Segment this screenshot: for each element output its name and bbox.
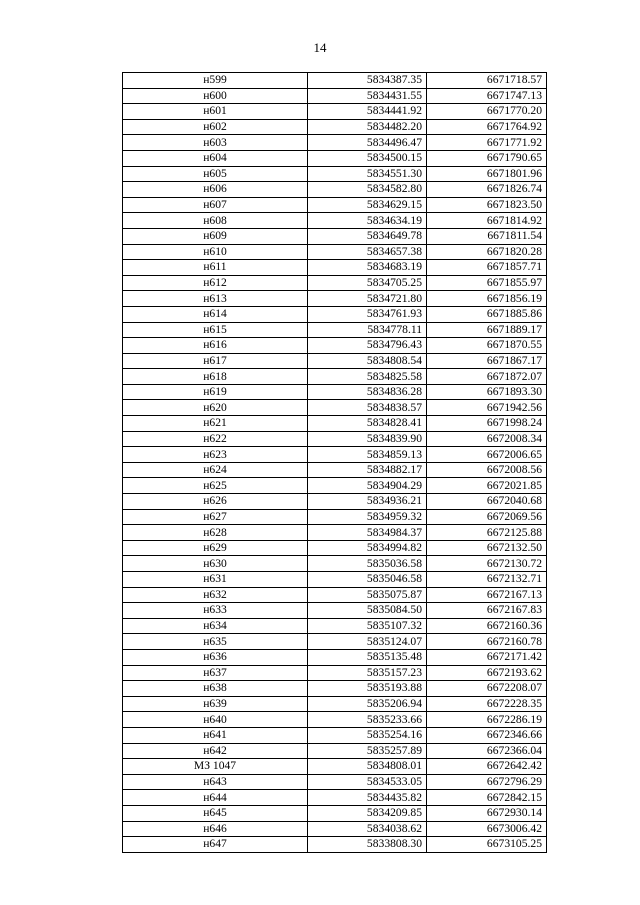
table-row bbox=[123, 462, 547, 478]
x-coordinate-cell: 5835075.87 bbox=[308, 587, 427, 603]
point-name-cell: н630 bbox=[123, 556, 308, 572]
y-coordinate-cell: 6672366.04 bbox=[427, 743, 547, 759]
point-name-cell: н602 bbox=[123, 119, 308, 135]
y-coordinate-cell: 6671811.54 bbox=[427, 228, 547, 244]
table-row bbox=[123, 260, 547, 276]
table-row bbox=[123, 743, 547, 759]
table-row bbox=[123, 135, 547, 151]
table-row bbox=[123, 540, 547, 556]
x-coordinate-cell: 5835135.48 bbox=[308, 649, 427, 665]
point-name-cell: н640 bbox=[123, 712, 308, 728]
y-coordinate-cell: 6671764.92 bbox=[427, 119, 547, 135]
table-row bbox=[123, 353, 547, 369]
x-coordinate-cell: 5834387.35 bbox=[308, 73, 427, 89]
table-row bbox=[123, 416, 547, 432]
point-name-cell: н636 bbox=[123, 649, 308, 665]
table-row bbox=[123, 525, 547, 541]
x-coordinate-cell: 5835084.50 bbox=[308, 603, 427, 619]
point-name-cell: н634 bbox=[123, 618, 308, 634]
x-coordinate-cell: 5834582.80 bbox=[308, 182, 427, 198]
table-row bbox=[123, 244, 547, 260]
table-row bbox=[123, 759, 547, 775]
y-coordinate-cell: 6671718.57 bbox=[427, 73, 547, 89]
x-coordinate-cell: 5834634.19 bbox=[308, 213, 427, 229]
y-coordinate-cell: 6672842.15 bbox=[427, 790, 547, 806]
x-coordinate-cell: 5834657.38 bbox=[308, 244, 427, 260]
point-name-cell: н605 bbox=[123, 166, 308, 182]
table-row bbox=[123, 837, 547, 853]
table-row bbox=[123, 275, 547, 291]
point-name-cell: н600 bbox=[123, 88, 308, 104]
point-name-cell: н643 bbox=[123, 774, 308, 790]
x-coordinate-cell: 5834500.15 bbox=[308, 150, 427, 166]
point-name-cell: н626 bbox=[123, 494, 308, 510]
table-row bbox=[123, 369, 547, 385]
table-row bbox=[123, 338, 547, 354]
table-row bbox=[123, 805, 547, 821]
point-name-cell: н632 bbox=[123, 587, 308, 603]
y-coordinate-cell: 6672008.34 bbox=[427, 431, 547, 447]
table-row bbox=[123, 213, 547, 229]
x-coordinate-cell: 5835193.88 bbox=[308, 681, 427, 697]
y-coordinate-cell: 6672167.83 bbox=[427, 603, 547, 619]
x-coordinate-cell: 5834836.28 bbox=[308, 384, 427, 400]
x-coordinate-cell: 5834496.47 bbox=[308, 135, 427, 151]
point-name-cell: н637 bbox=[123, 665, 308, 681]
table-row bbox=[123, 618, 547, 634]
table-row bbox=[123, 821, 547, 837]
x-coordinate-cell: 5834209.85 bbox=[308, 805, 427, 821]
y-coordinate-cell: 6671814.92 bbox=[427, 213, 547, 229]
point-name-cell: н633 bbox=[123, 603, 308, 619]
table-row bbox=[123, 790, 547, 806]
page-number: 14 bbox=[313, 40, 327, 55]
y-coordinate-cell: 6672171.42 bbox=[427, 649, 547, 665]
x-coordinate-cell: 5834482.20 bbox=[308, 119, 427, 135]
table-row bbox=[123, 431, 547, 447]
point-name-cell: н631 bbox=[123, 572, 308, 588]
point-name-cell: н645 bbox=[123, 805, 308, 821]
point-name-cell: н641 bbox=[123, 727, 308, 743]
x-coordinate-cell: 5835206.94 bbox=[308, 696, 427, 712]
table-row bbox=[123, 587, 547, 603]
x-coordinate-cell: 5835254.16 bbox=[308, 727, 427, 743]
x-coordinate-cell: 5834431.55 bbox=[308, 88, 427, 104]
y-coordinate-cell: 6671770.20 bbox=[427, 104, 547, 120]
y-coordinate-cell: 6672132.71 bbox=[427, 572, 547, 588]
x-coordinate-cell: 5833808.30 bbox=[308, 837, 427, 853]
y-coordinate-cell: 6671820.28 bbox=[427, 244, 547, 260]
y-coordinate-cell: 6671823.50 bbox=[427, 197, 547, 213]
table-row bbox=[123, 774, 547, 790]
table-row bbox=[123, 228, 547, 244]
y-coordinate-cell: 6671857.71 bbox=[427, 260, 547, 276]
point-name-cell: н610 bbox=[123, 244, 308, 260]
y-coordinate-cell: 6672286.19 bbox=[427, 712, 547, 728]
y-coordinate-cell: 6672208.07 bbox=[427, 681, 547, 697]
y-coordinate-cell: 6671856.19 bbox=[427, 291, 547, 307]
table-row bbox=[123, 649, 547, 665]
point-name-cell: н604 bbox=[123, 150, 308, 166]
table-row bbox=[123, 119, 547, 135]
y-coordinate-cell: 6671870.55 bbox=[427, 338, 547, 354]
point-name-cell: н638 bbox=[123, 681, 308, 697]
point-name-cell: н629 bbox=[123, 540, 308, 556]
table-row bbox=[123, 291, 547, 307]
table-row bbox=[123, 494, 547, 510]
point-name-cell: н635 bbox=[123, 634, 308, 650]
point-name-cell: н642 bbox=[123, 743, 308, 759]
point-name-cell: н612 bbox=[123, 275, 308, 291]
x-coordinate-cell: 5834828.41 bbox=[308, 416, 427, 432]
y-coordinate-cell: 6672228.35 bbox=[427, 696, 547, 712]
y-coordinate-cell: 6671747.13 bbox=[427, 88, 547, 104]
point-name-cell: н621 bbox=[123, 416, 308, 432]
x-coordinate-cell: 5835157.23 bbox=[308, 665, 427, 681]
point-name-cell: н606 bbox=[123, 182, 308, 198]
y-coordinate-cell: 6672160.36 bbox=[427, 618, 547, 634]
point-name-cell: н627 bbox=[123, 509, 308, 525]
y-coordinate-cell: 6672006.65 bbox=[427, 447, 547, 463]
point-name-cell: н615 bbox=[123, 322, 308, 338]
y-coordinate-cell: 6672125.88 bbox=[427, 525, 547, 541]
x-coordinate-cell: 5834721.80 bbox=[308, 291, 427, 307]
y-coordinate-cell: 6672167.13 bbox=[427, 587, 547, 603]
table-row bbox=[123, 88, 547, 104]
table-row bbox=[123, 603, 547, 619]
table-row bbox=[123, 306, 547, 322]
point-name-cell: н599 bbox=[123, 73, 308, 89]
x-coordinate-cell: 5834936.21 bbox=[308, 494, 427, 510]
y-coordinate-cell: 6672130.72 bbox=[427, 556, 547, 572]
table-row bbox=[123, 727, 547, 743]
table-row bbox=[123, 634, 547, 650]
x-coordinate-cell: 5835233.66 bbox=[308, 712, 427, 728]
x-coordinate-cell: 5834838.57 bbox=[308, 400, 427, 416]
table-row bbox=[123, 104, 547, 120]
x-coordinate-cell: 5834629.15 bbox=[308, 197, 427, 213]
point-name-cell: н639 bbox=[123, 696, 308, 712]
y-coordinate-cell: 6672040.68 bbox=[427, 494, 547, 510]
x-coordinate-cell: 5834959.32 bbox=[308, 509, 427, 525]
x-coordinate-cell: 5835124.07 bbox=[308, 634, 427, 650]
table-row bbox=[123, 509, 547, 525]
y-coordinate-cell: 6671942.56 bbox=[427, 400, 547, 416]
point-name-cell: н620 bbox=[123, 400, 308, 416]
table-row bbox=[123, 150, 547, 166]
y-coordinate-cell: 6672796.29 bbox=[427, 774, 547, 790]
x-coordinate-cell: 5834778.11 bbox=[308, 322, 427, 338]
y-coordinate-cell: 6671826.74 bbox=[427, 182, 547, 198]
x-coordinate-cell: 5834441.92 bbox=[308, 104, 427, 120]
y-coordinate-cell: 6671801.96 bbox=[427, 166, 547, 182]
x-coordinate-cell: 5834683.19 bbox=[308, 260, 427, 276]
x-coordinate-cell: 5834904.29 bbox=[308, 478, 427, 494]
y-coordinate-cell: 6672132.50 bbox=[427, 540, 547, 556]
x-coordinate-cell: 5834705.25 bbox=[308, 275, 427, 291]
x-coordinate-cell: 5834435.82 bbox=[308, 790, 427, 806]
x-coordinate-cell: 5834808.54 bbox=[308, 353, 427, 369]
x-coordinate-cell: 5834796.43 bbox=[308, 338, 427, 354]
x-coordinate-cell: 5834994.82 bbox=[308, 540, 427, 556]
x-coordinate-cell: 5834649.78 bbox=[308, 228, 427, 244]
point-name-cell: н609 bbox=[123, 228, 308, 244]
y-coordinate-cell: 6671790.65 bbox=[427, 150, 547, 166]
table-row bbox=[123, 681, 547, 697]
y-coordinate-cell: 6672021.85 bbox=[427, 478, 547, 494]
point-name-cell: н624 bbox=[123, 462, 308, 478]
point-name-cell: МЗ 1047 bbox=[123, 759, 308, 775]
point-name-cell: н628 bbox=[123, 525, 308, 541]
x-coordinate-cell: 5834859.13 bbox=[308, 447, 427, 463]
y-coordinate-cell: 6671998.24 bbox=[427, 416, 547, 432]
point-name-cell: н619 bbox=[123, 384, 308, 400]
point-name-cell: н625 bbox=[123, 478, 308, 494]
x-coordinate-cell: 5835036.58 bbox=[308, 556, 427, 572]
table-row bbox=[123, 478, 547, 494]
y-coordinate-cell: 6671885.86 bbox=[427, 306, 547, 322]
x-coordinate-cell: 5834551.30 bbox=[308, 166, 427, 182]
y-coordinate-cell: 6671872.07 bbox=[427, 369, 547, 385]
point-name-cell: н603 bbox=[123, 135, 308, 151]
point-name-cell: н601 bbox=[123, 104, 308, 120]
point-name-cell: н646 bbox=[123, 821, 308, 837]
table-row bbox=[123, 182, 547, 198]
x-coordinate-cell: 5835046.58 bbox=[308, 572, 427, 588]
point-name-cell: н644 bbox=[123, 790, 308, 806]
y-coordinate-cell: 6671893.30 bbox=[427, 384, 547, 400]
x-coordinate-cell: 5834825.58 bbox=[308, 369, 427, 385]
point-name-cell: н622 bbox=[123, 431, 308, 447]
y-coordinate-cell: 6672642.42 bbox=[427, 759, 547, 775]
x-coordinate-cell: 5834533.05 bbox=[308, 774, 427, 790]
point-name-cell: н607 bbox=[123, 197, 308, 213]
y-coordinate-cell: 6672160.78 bbox=[427, 634, 547, 650]
x-coordinate-cell: 5834984.37 bbox=[308, 525, 427, 541]
y-coordinate-cell: 6673006.42 bbox=[427, 821, 547, 837]
x-coordinate-cell: 5834808.01 bbox=[308, 759, 427, 775]
y-coordinate-cell: 6673105.25 bbox=[427, 837, 547, 853]
table-row bbox=[123, 73, 547, 89]
y-coordinate-cell: 6672346.66 bbox=[427, 727, 547, 743]
table-row bbox=[123, 572, 547, 588]
y-coordinate-cell: 6672008.56 bbox=[427, 462, 547, 478]
point-name-cell: н614 bbox=[123, 306, 308, 322]
point-name-cell: н608 bbox=[123, 213, 308, 229]
point-name-cell: н647 bbox=[123, 837, 308, 853]
table-row bbox=[123, 384, 547, 400]
coordinates-table bbox=[122, 72, 547, 853]
table-row bbox=[123, 556, 547, 572]
table-row bbox=[123, 712, 547, 728]
y-coordinate-cell: 6671889.17 bbox=[427, 322, 547, 338]
x-coordinate-cell: 5834839.90 bbox=[308, 431, 427, 447]
x-coordinate-cell: 5835107.32 bbox=[308, 618, 427, 634]
table-row bbox=[123, 166, 547, 182]
point-name-cell: н613 bbox=[123, 291, 308, 307]
y-coordinate-cell: 6671771.92 bbox=[427, 135, 547, 151]
x-coordinate-cell: 5834038.62 bbox=[308, 821, 427, 837]
y-coordinate-cell: 6671855.97 bbox=[427, 275, 547, 291]
table-row bbox=[123, 197, 547, 213]
y-coordinate-cell: 6672930.14 bbox=[427, 805, 547, 821]
table-row bbox=[123, 400, 547, 416]
y-coordinate-cell: 6671867.17 bbox=[427, 353, 547, 369]
x-coordinate-cell: 5834761.93 bbox=[308, 306, 427, 322]
y-coordinate-cell: 6672193.62 bbox=[427, 665, 547, 681]
point-name-cell: н616 bbox=[123, 338, 308, 354]
point-name-cell: н623 bbox=[123, 447, 308, 463]
table-row bbox=[123, 696, 547, 712]
x-coordinate-cell: 5834882.17 bbox=[308, 462, 427, 478]
point-name-cell: н611 bbox=[123, 260, 308, 276]
table-row bbox=[123, 322, 547, 338]
table-row bbox=[123, 665, 547, 681]
table-row bbox=[123, 447, 547, 463]
y-coordinate-cell: 6672069.56 bbox=[427, 509, 547, 525]
point-name-cell: н617 bbox=[123, 353, 308, 369]
coordinates-table-body bbox=[123, 73, 547, 853]
x-coordinate-cell: 5835257.89 bbox=[308, 743, 427, 759]
point-name-cell: н618 bbox=[123, 369, 308, 385]
